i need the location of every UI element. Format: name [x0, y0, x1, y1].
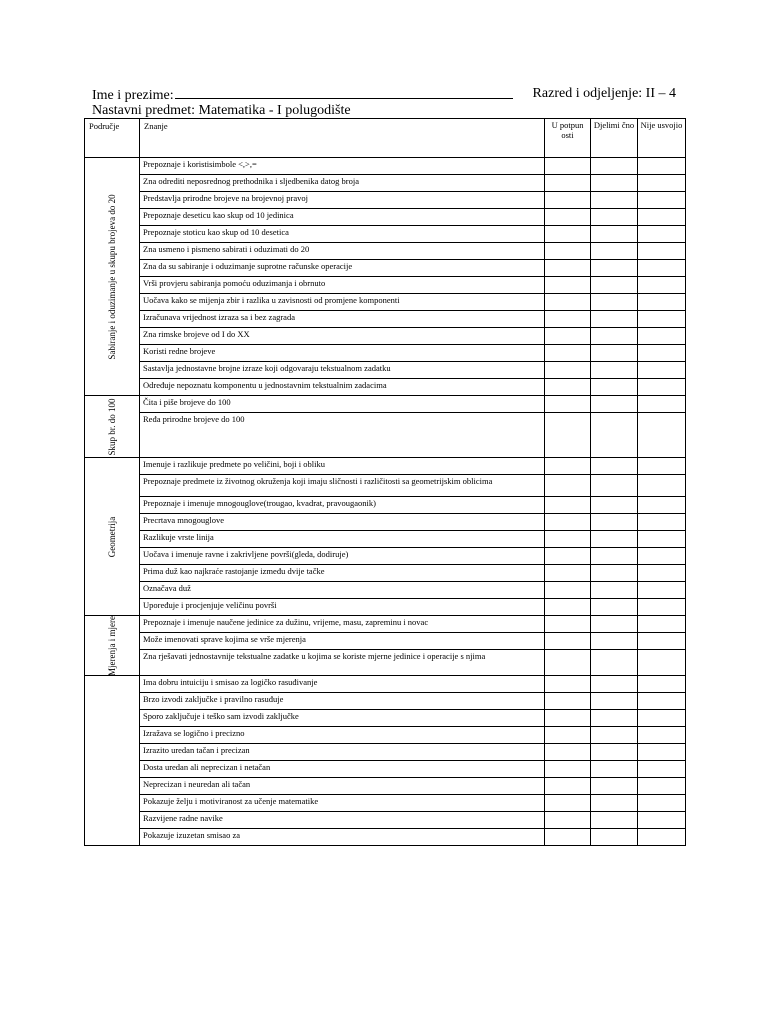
grade-cell-djelimicno[interactable]: [591, 226, 638, 243]
grade-cell-djelimicno[interactable]: [591, 633, 638, 650]
area-cell: [85, 616, 140, 676]
grade-cell-nije-usvojio[interactable]: [638, 475, 686, 497]
knowledge-item: Može imenovati sprave kojima se vrše mjerenja: [140, 633, 545, 650]
grade-cell-djelimicno[interactable]: [591, 676, 638, 693]
grade-cell-u-potpunosti[interactable]: [545, 693, 591, 710]
grade-cell-djelimicno[interactable]: [591, 362, 638, 379]
grade-cell-nije-usvojio[interactable]: [638, 260, 686, 277]
col-header-djelimicno: Djelimi čno: [591, 119, 638, 158]
grade-cell-djelimicno[interactable]: [591, 795, 638, 812]
table-row: [85, 294, 686, 311]
table-row: [85, 531, 686, 548]
grade-cell-djelimicno[interactable]: [591, 311, 638, 328]
knowledge-item: Neprecizan i neuredan ali tačan: [140, 778, 545, 795]
grade-cell-u-potpunosti[interactable]: [545, 616, 591, 633]
knowledge-item: Predstavlja prirodne brojeve na brojevnoj pravoj: [140, 192, 545, 209]
grade-cell-u-potpunosti[interactable]: [545, 812, 591, 829]
grade-cell-u-potpunosti[interactable]: [545, 396, 591, 413]
table-row: [85, 226, 686, 243]
knowledge-item: Dosta uredan ali neprecizan i netačan: [140, 761, 545, 778]
grade-cell-nije-usvojio[interactable]: [638, 209, 686, 226]
knowledge-item: Čita i piše brojeve do 100: [140, 396, 545, 413]
area-label: Sabiranje i oduzimanje u skupu brojeva do 20: [107, 193, 117, 360]
grade-cell-djelimicno[interactable]: [591, 413, 638, 458]
knowledge-item: Prepoznaje i koristisimbole <,>,=: [140, 158, 545, 175]
table-header-row: [85, 119, 686, 158]
grade-cell-u-potpunosti[interactable]: [545, 727, 591, 744]
table-row: [85, 209, 686, 226]
grade-cell-u-potpunosti[interactable]: [545, 260, 591, 277]
grade-cell-djelimicno[interactable]: [591, 829, 638, 846]
table-row: [85, 497, 686, 514]
grade-cell-u-potpunosti[interactable]: [545, 243, 591, 260]
area-cell: [85, 396, 140, 458]
table-row: [85, 413, 686, 458]
grade-cell-djelimicno[interactable]: [591, 328, 638, 345]
grade-cell-djelimicno[interactable]: [591, 458, 638, 475]
grade-cell-u-potpunosti[interactable]: [545, 744, 591, 761]
grade-cell-nije-usvojio[interactable]: [638, 158, 686, 175]
grade-cell-nije-usvojio[interactable]: [638, 812, 686, 829]
grade-cell-u-potpunosti[interactable]: [545, 761, 591, 778]
grade-cell-djelimicno[interactable]: [591, 497, 638, 514]
grade-cell-u-potpunosti[interactable]: [545, 294, 591, 311]
knowledge-item: Prima duž kao najkraće rastojanje između dvije tačke: [140, 565, 545, 582]
table-row: [85, 362, 686, 379]
table-row: [85, 650, 686, 676]
grade-cell-u-potpunosti[interactable]: [545, 778, 591, 795]
area-label: Mjerenja i mjere: [107, 615, 117, 676]
knowledge-item: Uočava i imenuje ravne i zakrivljene površi(gleda, dodiruje): [140, 548, 545, 565]
grade-cell-djelimicno[interactable]: [591, 582, 638, 599]
area-cell: [85, 158, 140, 396]
knowledge-item: Prepoznaje predmete iz životnog okruženja koji imaju sličnosti i različitosti sa geometrijskim oblicima: [140, 475, 545, 497]
knowledge-item: Brzo izvodi zaključke i pravilno rasuđuje: [140, 693, 545, 710]
grade-cell-nije-usvojio[interactable]: [638, 565, 686, 582]
knowledge-item: Pokazuje želju i motiviranost za učenje matematike: [140, 795, 545, 812]
razred-label: Razred i odjeljenje: II – 4: [532, 86, 676, 101]
grade-cell-u-potpunosti[interactable]: [545, 328, 591, 345]
table-row: [85, 345, 686, 362]
knowledge-item: Zna odrediti neposrednog prethodnika i sljedbenika datog broja: [140, 175, 545, 192]
grade-cell-nije-usvojio[interactable]: [638, 311, 686, 328]
grade-cell-nije-usvojio[interactable]: [638, 650, 686, 676]
grade-cell-u-potpunosti[interactable]: [545, 676, 591, 693]
table-row: [85, 582, 686, 599]
area-label: Skup br. do 100: [107, 397, 117, 456]
table-row: [85, 475, 686, 497]
grade-cell-u-potpunosti[interactable]: [545, 311, 591, 328]
table-row: [85, 795, 686, 812]
grade-cell-u-potpunosti[interactable]: [545, 531, 591, 548]
knowledge-item: Izražava se logično i precizno: [140, 727, 545, 744]
grade-cell-djelimicno[interactable]: [591, 475, 638, 497]
grade-cell-nije-usvojio[interactable]: [638, 328, 686, 345]
col-header-nije-usvojio: Nije usvojio: [638, 119, 686, 158]
grade-cell-nije-usvojio[interactable]: [638, 795, 686, 812]
grade-cell-nije-usvojio[interactable]: [638, 676, 686, 693]
knowledge-item: Razlikuje vrste linija: [140, 531, 545, 548]
grade-cell-nije-usvojio[interactable]: [638, 693, 686, 710]
grade-cell-nije-usvojio[interactable]: [638, 497, 686, 514]
grade-cell-u-potpunosti[interactable]: [545, 633, 591, 650]
grade-cell-nije-usvojio[interactable]: [638, 599, 686, 616]
grade-cell-djelimicno[interactable]: [591, 548, 638, 565]
grade-cell-u-potpunosti[interactable]: [545, 413, 591, 458]
grade-cell-nije-usvojio[interactable]: [638, 362, 686, 379]
grade-cell-u-potpunosti[interactable]: [545, 458, 591, 475]
knowledge-table: [84, 118, 686, 846]
grade-cell-nije-usvojio[interactable]: [638, 531, 686, 548]
knowledge-item: Zna da su sabiranje i oduzimanje suprotne računske operacije: [140, 260, 545, 277]
grade-cell-u-potpunosti[interactable]: [545, 158, 591, 175]
knowledge-item: Imenuje i razlikuje predmete po veličini, boji i obliku: [140, 458, 545, 475]
table-row: [85, 599, 686, 616]
grade-cell-djelimicno[interactable]: [591, 727, 638, 744]
table-row: [85, 812, 686, 829]
grade-cell-nije-usvojio[interactable]: [638, 413, 686, 458]
grade-cell-djelimicno[interactable]: [591, 650, 638, 676]
grade-cell-nije-usvojio[interactable]: [638, 582, 686, 599]
grade-cell-u-potpunosti[interactable]: [545, 345, 591, 362]
grade-cell-u-potpunosti[interactable]: [545, 192, 591, 209]
table-row: [85, 565, 686, 582]
grade-cell-u-potpunosti[interactable]: [545, 226, 591, 243]
grade-cell-u-potpunosti[interactable]: [545, 829, 591, 846]
grade-cell-nije-usvojio[interactable]: [638, 379, 686, 396]
table-row: [85, 379, 686, 396]
grade-cell-djelimicno[interactable]: [591, 243, 638, 260]
subject-title: Nastavni predmet: Matematika - I polugodište: [92, 103, 351, 118]
knowledge-item: Zna usmeno i pismeno sabirati i oduzimati do 20: [140, 243, 545, 260]
table-row: [85, 616, 686, 633]
table-row: [85, 396, 686, 413]
area-label: Geometrija: [107, 516, 117, 557]
knowledge-item: Prepoznaje i imenuje mnogouglove(trougao, kvadrat, pravougaonik): [140, 497, 545, 514]
grade-cell-u-potpunosti[interactable]: [545, 582, 591, 599]
grade-cell-djelimicno[interactable]: [591, 599, 638, 616]
grade-cell-nije-usvojio[interactable]: [638, 616, 686, 633]
table-row: [85, 693, 686, 710]
grade-cell-u-potpunosti[interactable]: [545, 565, 591, 582]
knowledge-item: Zna rimske brojeve od I do XX: [140, 328, 545, 345]
table-row: [85, 829, 686, 846]
grade-cell-nije-usvojio[interactable]: [638, 761, 686, 778]
name-blank-line[interactable]: [175, 86, 513, 99]
grade-cell-nije-usvojio[interactable]: [638, 396, 686, 413]
table-row: [85, 548, 686, 565]
knowledge-item: Upoređuje i procjenjuje veličinu površi: [140, 599, 545, 616]
grade-cell-djelimicno[interactable]: [591, 761, 638, 778]
grade-cell-u-potpunosti[interactable]: [545, 475, 591, 497]
col-header-znanje: Znanje: [140, 119, 545, 158]
area-cell: [85, 676, 140, 846]
table-row: [85, 243, 686, 260]
grade-cell-nije-usvojio[interactable]: [638, 778, 686, 795]
col-header-podrucje: Područje: [85, 119, 140, 158]
grade-cell-u-potpunosti[interactable]: [545, 497, 591, 514]
grade-cell-nije-usvojio[interactable]: [638, 514, 686, 531]
grade-cell-nije-usvojio[interactable]: [638, 710, 686, 727]
table-row: [85, 158, 686, 175]
knowledge-item: Sporo zaključuje i teško sam izvodi zaključke: [140, 710, 545, 727]
table-row: [85, 175, 686, 192]
table-row: [85, 710, 686, 727]
knowledge-item: Pokazuje izuzetan smisao za: [140, 829, 545, 846]
grade-cell-djelimicno[interactable]: [591, 744, 638, 761]
grade-cell-djelimicno[interactable]: [591, 209, 638, 226]
table-row: [85, 676, 686, 693]
area-cell: [85, 458, 140, 616]
grade-cell-nije-usvojio[interactable]: [638, 345, 686, 362]
grade-cell-u-potpunosti[interactable]: [545, 650, 591, 676]
knowledge-item: Ima dobru intuiciju i smisao za logičko rasuđivanje: [140, 676, 545, 693]
grade-cell-nije-usvojio[interactable]: [638, 226, 686, 243]
grade-cell-djelimicno[interactable]: [591, 294, 638, 311]
table-row: [85, 328, 686, 345]
grade-cell-djelimicno[interactable]: [591, 693, 638, 710]
knowledge-item: Sastavlja jednostavne brojne izraze koji odgovaraju tekstualnom zadatku: [140, 362, 545, 379]
knowledge-item: Izrazito uredan tačan i precizan: [140, 744, 545, 761]
grade-cell-djelimicno[interactable]: [591, 192, 638, 209]
grade-cell-djelimicno[interactable]: [591, 277, 638, 294]
grade-cell-nije-usvojio[interactable]: [638, 192, 686, 209]
grade-cell-djelimicno[interactable]: [591, 616, 638, 633]
grade-cell-djelimicno[interactable]: [591, 710, 638, 727]
grade-cell-u-potpunosti[interactable]: [545, 175, 591, 192]
grade-cell-nije-usvojio[interactable]: [638, 633, 686, 650]
knowledge-item: Zna rješavati jednostavnije tekstualne zadatke u kojima se koriste mjerne jedinice i operacije s njima: [140, 650, 545, 676]
grade-cell-djelimicno[interactable]: [591, 531, 638, 548]
ime-label: Ime i prezime:: [92, 88, 174, 103]
table-row: [85, 277, 686, 294]
grade-cell-djelimicno[interactable]: [591, 396, 638, 413]
grade-cell-djelimicno[interactable]: [591, 565, 638, 582]
grade-cell-u-potpunosti[interactable]: [545, 209, 591, 226]
table-row: [85, 311, 686, 328]
grade-cell-u-potpunosti[interactable]: [545, 514, 591, 531]
grade-cell-djelimicno[interactable]: [591, 379, 638, 396]
grade-cell-nije-usvojio[interactable]: [638, 277, 686, 294]
grade-cell-djelimicno[interactable]: [591, 175, 638, 192]
table-row: [85, 633, 686, 650]
grade-cell-nije-usvojio[interactable]: [638, 243, 686, 260]
grade-cell-djelimicno[interactable]: [591, 260, 638, 277]
knowledge-item: Prepoznaje stoticu kao skup od 10 desetica: [140, 226, 545, 243]
grade-cell-nije-usvojio[interactable]: [638, 458, 686, 475]
knowledge-item: Uočava kako se mijenja zbir i razlika u zavisnosti od promjene komponenti: [140, 294, 545, 311]
knowledge-item: Prepoznaje i imenuje naučene jedinice za dužinu, vrijeme, masu, zapreminu i novac: [140, 616, 545, 633]
grade-cell-djelimicno[interactable]: [591, 778, 638, 795]
table-row: [85, 192, 686, 209]
grade-cell-u-potpunosti[interactable]: [545, 599, 591, 616]
knowledge-item: Ređa prirodne brojeve do 100: [140, 413, 545, 458]
knowledge-item: Određuje nepoznatu komponentu u jednostavnim tekstualnim zadacima: [140, 379, 545, 396]
grade-cell-nije-usvojio[interactable]: [638, 548, 686, 565]
knowledge-item: Precrtava mnogouglove: [140, 514, 545, 531]
grade-cell-u-potpunosti[interactable]: [545, 362, 591, 379]
grade-cell-djelimicno[interactable]: [591, 158, 638, 175]
knowledge-item: Vrši provjeru sabiranja pomoću oduzimanja i obrnuto: [140, 277, 545, 294]
table-row: [85, 458, 686, 475]
grade-cell-nije-usvojio[interactable]: [638, 175, 686, 192]
grade-cell-nije-usvojio[interactable]: [638, 727, 686, 744]
table-row: [85, 778, 686, 795]
grade-cell-u-potpunosti[interactable]: [545, 379, 591, 396]
grade-cell-u-potpunosti[interactable]: [545, 710, 591, 727]
grade-cell-nije-usvojio[interactable]: [638, 294, 686, 311]
table-row: [85, 761, 686, 778]
grade-cell-u-potpunosti[interactable]: [545, 277, 591, 294]
grade-cell-nije-usvojio[interactable]: [638, 744, 686, 761]
table-row: [85, 727, 686, 744]
grade-cell-djelimicno[interactable]: [591, 345, 638, 362]
grade-cell-nije-usvojio[interactable]: [638, 829, 686, 846]
table-row: [85, 744, 686, 761]
grade-cell-djelimicno[interactable]: [591, 812, 638, 829]
knowledge-item: Izračunava vrijednost izraza sa i bez zagrada: [140, 311, 545, 328]
knowledge-item: Razvijene radne navike: [140, 812, 545, 829]
name-class-line: [92, 86, 684, 104]
grade-cell-djelimicno[interactable]: [591, 514, 638, 531]
grade-cell-u-potpunosti[interactable]: [545, 795, 591, 812]
knowledge-item: Koristi redne brojeve: [140, 345, 545, 362]
grade-cell-u-potpunosti[interactable]: [545, 548, 591, 565]
col-header-u-potpunosti: U potpun osti: [545, 119, 591, 158]
knowledge-item: Označava duž: [140, 582, 545, 599]
table-row: [85, 260, 686, 277]
knowledge-item: Prepoznaje deseticu kao skup od 10 jedinica: [140, 209, 545, 226]
table-row: [85, 514, 686, 531]
